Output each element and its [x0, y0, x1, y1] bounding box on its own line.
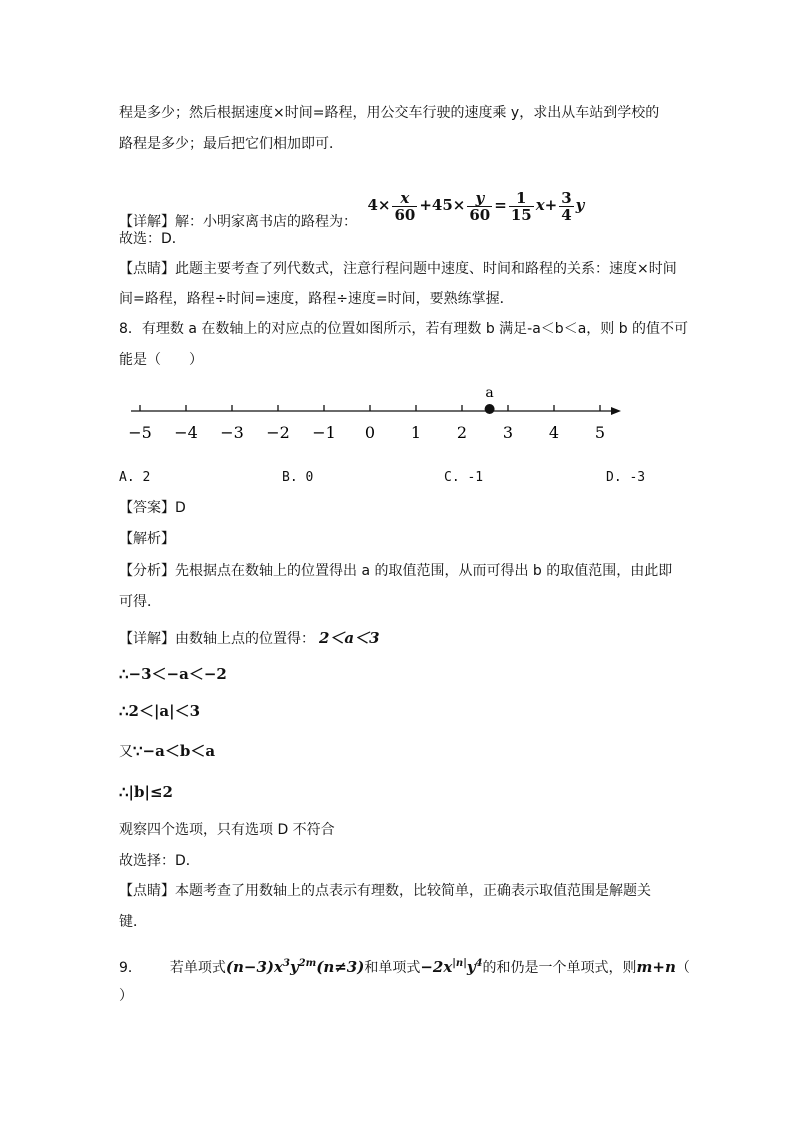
tick-label: 3 [502, 423, 514, 442]
text-line: 间=路程，路程÷时间=速度，路程÷速度=时间，要熟练掌握． [119, 291, 514, 307]
point-a-label: a [485, 385, 494, 401]
answer-label: 【答案】D [119, 500, 186, 516]
option-c: C. -1 [444, 470, 484, 485]
text-line: 故选择：D． [119, 853, 200, 869]
text-line: 故选：D． [119, 231, 186, 247]
tick-label: 2 [456, 423, 468, 442]
distance-formula: 4× $\frac{x}{60}$ +45× $\frac{y}{60}$ = $\frac{1}{15}$ x+ $\frac{3}{4}$ y [367, 188, 585, 224]
analysis-text: 【分析】先根据点在数轴上的位置得出 a 的取值范围，从而可得出 b 的取值范围，由此即 [119, 563, 673, 579]
analysis-text: 可得． [119, 594, 161, 610]
tick-label: 4 [548, 423, 560, 442]
comment-text: 键． [119, 914, 147, 930]
question-9-stem: ） [119, 988, 133, 1004]
tick-label: 0 [364, 423, 376, 442]
question-8-stem: 8．有理数 a 在数轴上的对应点的位置如图所示，若有理数 b 满足-a＜b＜a，则 b 的值不可 [119, 321, 689, 337]
tick-label: −3 [220, 423, 244, 442]
tick-label: 1 [410, 423, 422, 442]
step-line: ∴−3＜−a＜−2 [119, 665, 227, 683]
detail-line: 【详解】由数轴上点的位置得： 2＜a＜3 [119, 629, 380, 647]
option-b: B. 0 [282, 470, 314, 485]
formula-line [119, 188, 584, 228]
step-line: ∴|b|≤2 [119, 783, 173, 801]
step-line: 又∵−a＜b＜a [119, 742, 216, 760]
tick-label: 5 [594, 423, 606, 442]
monomial-1: $(n-3)x^3y^{2m}(n\ne 3)$ [225, 958, 365, 976]
number-line-figure [125, 380, 625, 446]
comment-text: 【点睛】本题考查了用数轴上的点表示有理数，比较简单，正确表示取值范围是解题关 [119, 883, 651, 899]
step-line: ∴2＜|a|＜3 [119, 702, 201, 720]
tick-label: −4 [174, 423, 198, 442]
point-a [485, 404, 495, 414]
text-line: 路程是多少；最后把它们相加即可． [119, 136, 343, 152]
detail-label: 【详解】解：小明家离书店的路程为： [119, 214, 357, 230]
option-a: A. 2 [119, 470, 151, 485]
question-9-stem: 9． 若单项式$(n-3)x^3y^{2m}(n\ne 3)$和单项式$-2x^{|n|}y^4$的和仍是一个单项式，则m+n（ [119, 958, 690, 976]
text-line: 观察四个选项，只有选项 D 不符合 [119, 822, 335, 838]
tick-label: −2 [266, 423, 290, 442]
question-8-stem: 能是（ ） [119, 352, 203, 368]
axis-arrow-icon [611, 407, 621, 415]
monomial-2: $-2x^{|n|}y^4$ [420, 958, 483, 976]
option-d: D. -3 [606, 470, 646, 485]
text-line: 程是多少；然后根据速度×时间=路程，用公交车行驶的速度乘 y，求出从车站到学校的 [119, 105, 660, 121]
range-a: 2＜a＜3 [319, 629, 380, 647]
analysis-label: 【解析】 [119, 531, 175, 547]
tick-label: −5 [128, 423, 152, 442]
tick-label: −1 [312, 423, 336, 442]
text-line: 【点睛】此题主要考查了列代数式，注意行程问题中速度、时间和路程的关系：速度×时间 [119, 261, 677, 277]
sum-expression: m+n [636, 958, 676, 976]
